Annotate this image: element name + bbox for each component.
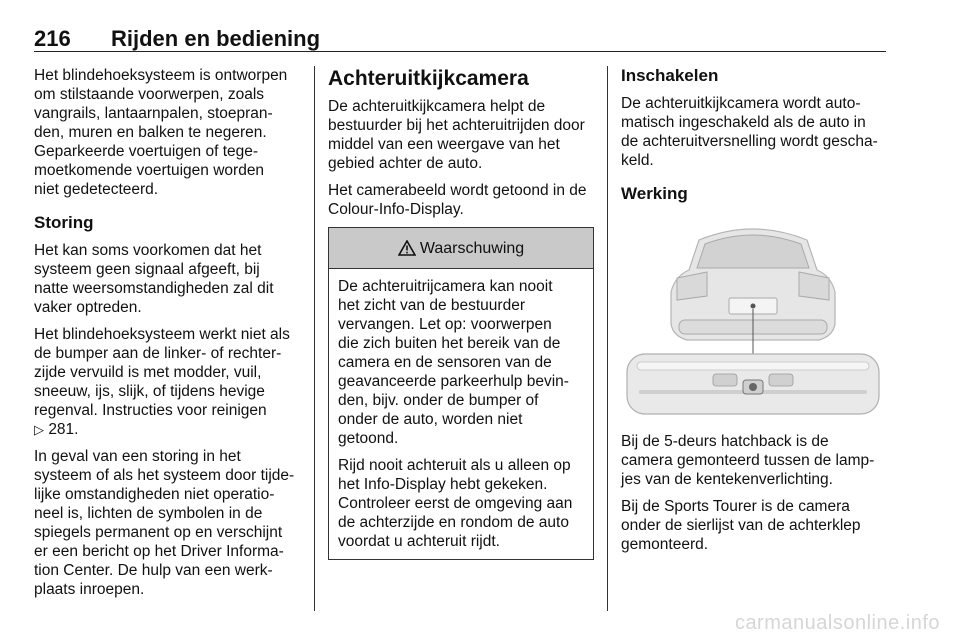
hatchback-paragraph: Bij de 5-deurs hatchback is de camera gemonteerd tussen de lamp- jes van de kentekenverlichting. <box>621 433 875 488</box>
column-divider-1 <box>314 66 315 611</box>
warning-paragraph-1: De achteruitrijcamera kan nooit het zicht van de bestuurder vervangen. Let op: voorwerpen die zich buiten het bereik van de camera en de sensoren van de geavanceerde parkeerhulp bevin- den, bijv. onder de bumper of onder de auto, worden niet getoond. <box>338 278 569 447</box>
section-heading-storing: Storing <box>34 213 94 232</box>
column-left <box>34 66 302 607</box>
warning-header <box>329 228 593 269</box>
page-header <box>34 26 886 52</box>
header-divider <box>34 51 886 52</box>
warning-body <box>329 269 593 559</box>
sports-tourer-paragraph: Bij de Sports Tourer is de camera onder de sierlijst van de achterklep gemonteerd. <box>621 498 861 553</box>
column-right <box>621 66 887 562</box>
warning-title: Waarschuwing <box>419 239 525 257</box>
rear-camera-car-illustration <box>621 212 885 424</box>
section-heading-inschakelen: Inschakelen <box>621 66 719 85</box>
camera-intro-paragraph: De achteruitkijkcamera helpt de bestuurder bij het achteruitrijden door middel van een weergave van het gebied achter de auto. <box>328 98 585 172</box>
column-middle <box>328 66 594 560</box>
camera-display-paragraph: Het camerabeeld wordt getoond in de Colour-Info-Display. <box>328 182 587 218</box>
storing-paragraph-3: In geval van een storing in het systeem of als het systeem door tijde- lijke omstandigheden niet operatio- neel is, lichten de symbolen in de spiegels permanent op en verschijnt er een bericht op het Driver Informa- tion Center. De hulp van een werk- plaats inroepen. <box>34 448 295 598</box>
intro-paragraph: Het blindehoeksysteem is ontworpen om stilstaande voorwerpen, zoals vangrails, lantaarnpalen, stoepran- den, muren en balken te negeren. Geparkeerde voertuigen of tege- moetkomende voertuigen worden niet gedetecteerd. <box>34 67 288 198</box>
warning-paragraph-2: Rijd nooit achteruit als u alleen op het Info-Display hebt gekeken. Controleer eerst de omgeving aan de achterzijde en rondom de auto voordat u achteruit rijdt. <box>338 457 573 550</box>
watermark: carmanualsonline.info <box>734 612 940 634</box>
chapter-title: Rijden en bediening <box>111 26 321 51</box>
column-divider-2 <box>607 66 608 611</box>
storing-paragraph-1: Het kan soms voorkomen dat het systeem geen signaal afgeeft, bij natte weersomstandigheden zal dit vaker optreden. <box>34 242 274 316</box>
inschakelen-paragraph: De achteruitkijkcamera wordt auto- matisch ingeschakeld als de auto in de achteruitversnelling wordt gescha- keld. <box>621 95 878 169</box>
warning-box <box>328 227 594 560</box>
storing-paragraph-2: Het blindehoeksysteem werkt niet als de bumper aan de linker- of rechter- zijde vervuild is met modder, vuil, sneeuw, ijs, slijk, of tijdens hevige regenval. Instructies voor reinigen ▷ 281. <box>34 325 302 439</box>
page-reference-link[interactable]: ▷ 281. <box>34 421 79 438</box>
reference-arrow-icon: ▷ <box>34 422 44 437</box>
warning-triangle-icon <box>398 240 416 256</box>
section-title: Achteruitkijkcamera <box>328 67 529 90</box>
page-number: 216 <box>34 26 71 51</box>
section-heading-werking: Werking <box>621 184 688 203</box>
